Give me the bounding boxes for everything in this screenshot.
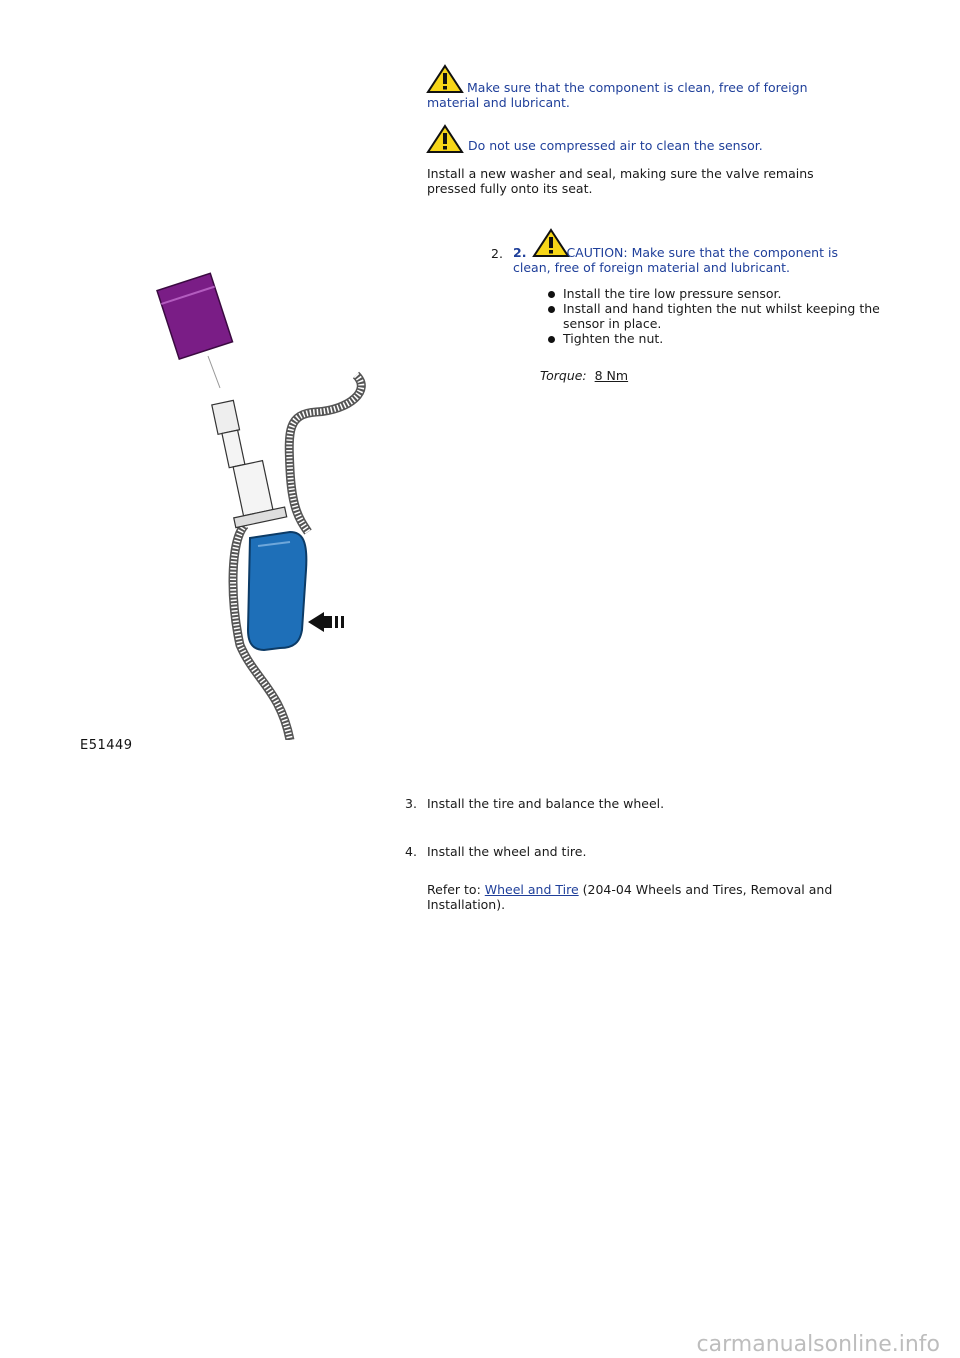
step-4-number: 4. (405, 844, 417, 859)
bullet-icon (548, 336, 555, 343)
step-2-bold-number: 2. (513, 245, 527, 260)
step-2-number: 2. (491, 246, 503, 261)
refer-to-text (427, 882, 887, 912)
wheel-and-tire-link[interactable]: Wheel and Tire (484, 882, 579, 897)
step-2-caution: 2. CAUTION: Make sure that the component is clean, free of foreign material and lubricant. (513, 245, 838, 275)
warning-text-clean: Make sure that the component is clean, free of foreign material and lubricant. (427, 80, 808, 110)
bullet-icon (548, 306, 555, 313)
bullet-item: Install the tire low pressure sensor. (563, 286, 782, 301)
refer-prefix: Refer to: (427, 882, 481, 897)
torque-label: Torque: (540, 368, 587, 383)
install-washer-text: Install a new washer and seal, making sure the valve remains pressed fully onto its seat. (427, 166, 814, 196)
torque-value: 8 Nm (594, 368, 629, 383)
torque-spec (540, 368, 628, 383)
step-3-number: 3. (405, 796, 417, 811)
tire-pressure-sensor-illustration (80, 270, 380, 740)
warning-triangle-icon (426, 124, 464, 154)
figure-id: E51449 (80, 738, 133, 753)
refer-suffix: (204-04 Wheels and Tires, Removal and Installation). (427, 882, 833, 912)
warning-text-compressed-air: Do not use compressed air to clean the sensor. (468, 138, 763, 153)
step-4-text: Install the wheel and tire. (427, 844, 587, 859)
watermark: carmanualsonline.info (696, 1332, 940, 1357)
bullet-icon (548, 291, 555, 298)
bullet-item: Tighten the nut. (563, 331, 664, 346)
step-3-text: Install the tire and balance the wheel. (427, 796, 665, 811)
bullet-item: Install and hand tighten the nut whilst keeping the sensor in place. (563, 301, 880, 331)
